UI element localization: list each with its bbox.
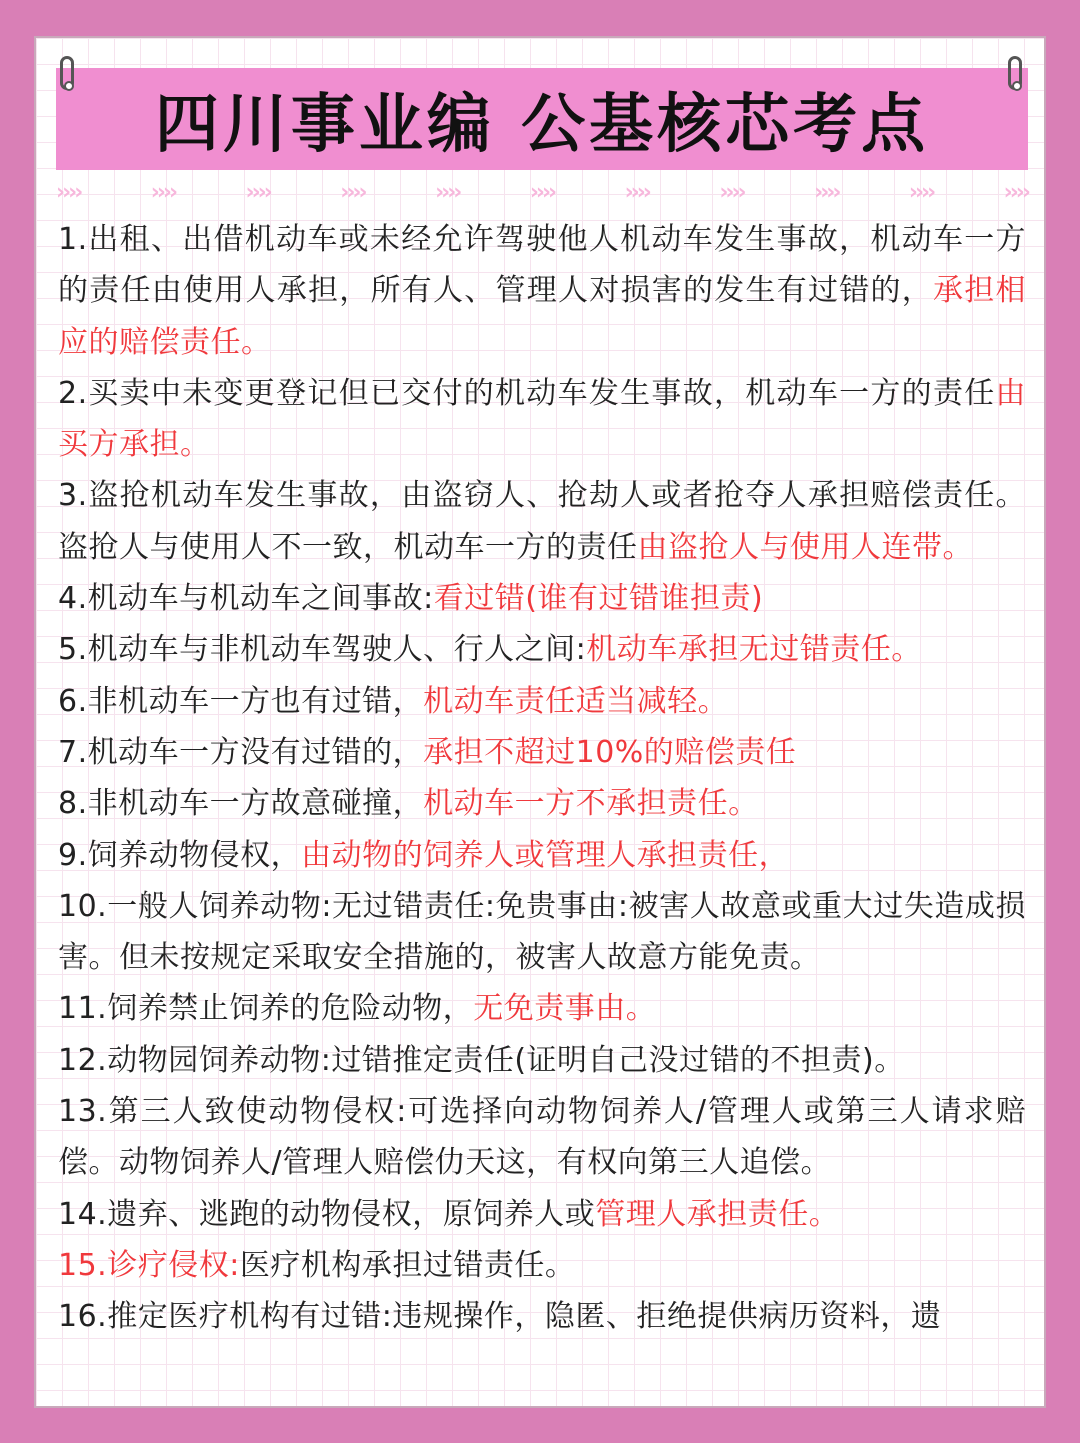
body-text: 6.非机动车一方也有过错， — [58, 683, 424, 719]
binder-ring-icon — [60, 56, 74, 90]
body-text: 1.出租、出借机动车或未经允许驾驶他人机动车发生事故，机动车一方的责任由使用人承担，所有人、管理人对损害的发生有过错的， — [58, 222, 1026, 309]
body-text: 11.饲养禁止饲养的危险动物， — [58, 991, 474, 1027]
point-item — [58, 983, 1026, 1034]
highlight-text: 由盗抢人与使用人连带。 — [637, 529, 973, 565]
body-text: 9.饲养动物侵权， — [58, 837, 302, 873]
point-item — [58, 214, 1026, 368]
body-text: 8.非机动车一方故意碰撞， — [58, 786, 424, 822]
chevron-divider — [56, 180, 1028, 204]
highlight-text: 管理人承担责任。 — [595, 1196, 840, 1232]
point-item — [58, 830, 1026, 881]
note-card — [34, 36, 1046, 1408]
body-text: 12.动物园饲养动物:过错推定责任(证明自己没过错的不担责)。 — [58, 1042, 905, 1078]
body-text: 13.第三人致使动物侵权:可选择向动物饲养人/管理人或第三人请求赔偿。动物饲养人/管理人赔偿仂天这，有权向第三人追偿。 — [58, 1094, 1026, 1181]
point-item — [58, 727, 1026, 778]
title-banner — [56, 68, 1028, 170]
point-item — [58, 676, 1026, 727]
body-text: 16.推定医疗机构有过错:违规操作，隐匿、拒绝提供病历资料，遗 — [58, 1299, 942, 1335]
point-item — [58, 368, 1026, 471]
point-item — [58, 1291, 1026, 1342]
body-text: 14.遗弃、逃跑的动物侵权，原饲养人或 — [58, 1196, 596, 1232]
chevron-icon: ›››› — [624, 180, 649, 205]
highlight-text: 承担不超过10%的赔偿责任 — [423, 734, 797, 770]
highlight-text: 无免责事由。 — [473, 991, 657, 1027]
point-item — [58, 470, 1026, 573]
body-text: 2.买卖中未变更登记但已交付的机动车发生事故，机动车一方的责任 — [58, 375, 996, 411]
body-text: 医疗机构承担过错责任。 — [239, 1247, 576, 1283]
highlight-text: 承担相应的赔偿责任。 — [58, 273, 1026, 360]
highlight-text: 机动车责任适当减轻。 — [423, 683, 729, 719]
point-item — [58, 881, 1026, 984]
body-text: 3.盗抢机动车发生事故，由盗窃人、抢劫人或者抢夺人承担赔偿责任。盗抢人与使用人不一致，机动车一方的责任 — [58, 478, 1026, 565]
point-item — [58, 778, 1026, 829]
point-item — [58, 624, 1026, 675]
chevron-icon: ›››› — [908, 180, 934, 205]
highlight-text: 看过错(谁有过错谁担责) — [433, 581, 764, 617]
highlight-text: 由动物的饲养人或管理人承担责任， — [301, 837, 790, 873]
body-text: 10.一般人饲养动物:无过错责任:免贵事由:被害人故意或重大过失造成损害。但未按规定采取安全措施的，被害人故意方能免责。 — [58, 888, 1026, 976]
chevron-icon: ›››› — [340, 180, 365, 205]
point-item — [58, 1035, 1026, 1086]
highlight-text: 15.诊疗侵权: — [58, 1247, 240, 1283]
note-content — [58, 214, 1026, 1343]
body-text: 7.机动车一方没有过错的， — [58, 734, 424, 770]
chevron-icon: ›››› — [1003, 180, 1028, 205]
highlight-text: 由买方承担。 — [58, 375, 1026, 463]
highlight-text: 机动车一方不承担责任。 — [423, 786, 759, 822]
point-item — [58, 1189, 1026, 1240]
chevron-icon: ›››› — [719, 180, 744, 205]
point-item — [58, 1240, 1026, 1291]
highlight-text: 机动车承担无过错责任。 — [586, 632, 922, 668]
page-title: 四川事业编 公基核芯考点 — [154, 88, 930, 162]
point-item — [58, 1086, 1026, 1189]
chevron-icon: ›››› — [150, 180, 176, 205]
chevron-icon: ›››› — [56, 180, 81, 205]
binder-ring-icon — [1008, 56, 1022, 90]
point-item — [58, 573, 1026, 624]
body-text: 4.机动车与机动车之间事故: — [58, 581, 434, 617]
chevron-icon: ›››› — [245, 180, 270, 205]
chevron-icon: ›››› — [814, 180, 839, 205]
chevron-icon: ›››› — [435, 180, 460, 205]
body-text: 5.机动车与非机动车驾驶人、行人之间: — [58, 632, 587, 668]
chevron-icon: ›››› — [529, 180, 555, 205]
